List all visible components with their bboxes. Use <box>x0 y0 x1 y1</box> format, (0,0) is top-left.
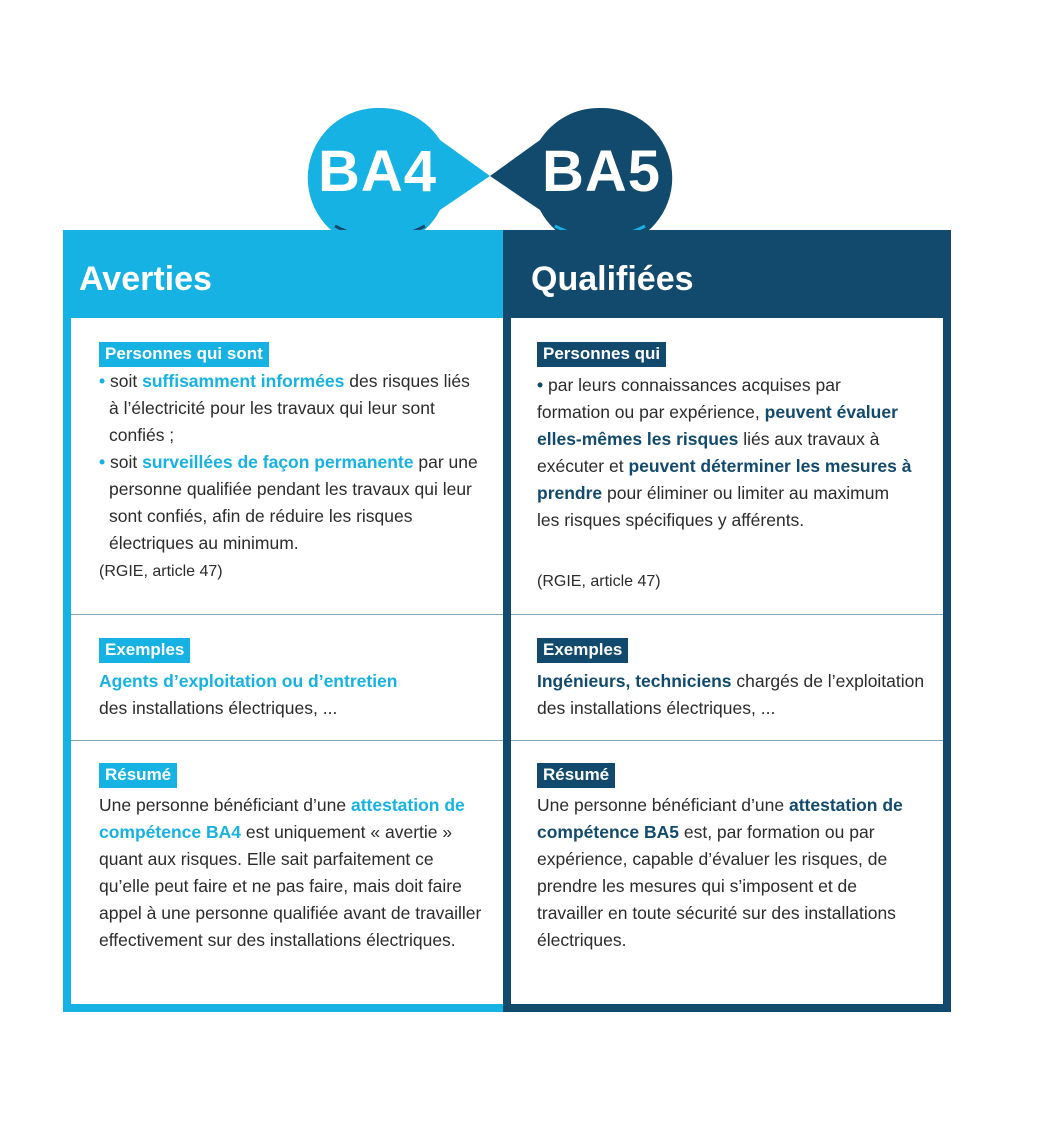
qualifiees-summary-section <box>511 741 943 1004</box>
panel-averties-title: Averties <box>79 260 212 298</box>
qualifiees-definition-post: pour éliminer ou limiter au maximum les risques spécifiques y afférents. <box>537 483 890 530</box>
averties-bullet-1-post: des risques liés à l’électricité pour les travaux qui leur sont confiés ; <box>109 371 470 445</box>
averties-definition-text <box>99 368 479 557</box>
averties-examples-section <box>71 615 505 740</box>
panel-averties-header <box>63 230 505 318</box>
averties-examples-rest: des installations électriques, ... <box>99 698 338 718</box>
qualifiees-examples-text <box>537 668 932 722</box>
qualifiees-summary-post: est, par formation ou par expérience, capable d’évaluer les risques, de prendre les mesures qui s’imposent et de travailler en toute sécurité sur des installations électriques. <box>537 822 896 950</box>
qualifiees-summary-highlight: attestation de compétence BA5 <box>537 795 903 842</box>
qualifiees-summary-text <box>537 792 907 954</box>
qualifiees-definition-highlight-2: peuvent déterminer les mesures à prendre <box>537 456 912 503</box>
bullet-icon: • <box>99 371 106 391</box>
qualifiees-examples-section <box>511 615 943 740</box>
qualifiees-reference: (RGIE, article 47) <box>537 573 661 590</box>
qualifiees-definition-highlight-1: peuvent évaluer elles-mêmes les risques <box>537 402 898 449</box>
qualifiees-definition-text <box>537 372 912 534</box>
averties-bullet-2-pre: soit <box>110 452 143 472</box>
averties-examples-tag: Exemples <box>99 638 190 663</box>
qualifiees-definition-pre: par leurs connaissances acquises par formation ou par expérience, <box>537 375 841 422</box>
ba4-label: BA4 <box>318 139 438 204</box>
qualifiees-definition-tag: Personnes qui <box>537 342 666 367</box>
averties-summary-tag: Résumé <box>99 763 177 788</box>
bullet-icon: • <box>99 452 106 472</box>
panel-qualifiees-body <box>511 318 943 1004</box>
averties-bullet-1 <box>99 368 479 449</box>
qualifiees-examples-highlight: Ingénieurs, techniciens <box>537 671 732 691</box>
averties-summary-text <box>99 792 484 954</box>
averties-summary-highlight: attestation de compétence BA4 <box>99 795 465 842</box>
averties-reference: (RGIE, article 47) <box>99 563 223 580</box>
averties-summary-section <box>71 741 505 1004</box>
qualifiees-summary-pre: Une personne bénéficiant d’une <box>537 795 789 815</box>
qualifiees-examples-tag: Exemples <box>537 638 628 663</box>
bullet-icon: • <box>537 375 544 395</box>
averties-definition-tag: Personnes qui sont <box>99 342 269 367</box>
averties-examples-text <box>99 668 489 722</box>
averties-bullet-1-pre: soit <box>110 371 143 391</box>
qualifiees-definition-mid: liés aux travaux à exécuter et <box>537 429 880 476</box>
panel-averties-body <box>71 318 505 1004</box>
averties-bullet-2 <box>99 449 479 557</box>
averties-summary-post: est uniquement « avertie » quant aux risques. Elle sait parfaitement ce qu’elle peut faire et ne pas faire, mais doit faire appel à une personne qualifiée avant de travailler effectivement sur des installations électriques. <box>99 822 482 950</box>
panel-qualifiees-title: Qualifiées <box>531 260 694 298</box>
panel-qualifiees <box>503 230 951 1012</box>
averties-definition-section <box>71 318 505 614</box>
qualifiees-summary-tag: Résumé <box>537 763 615 788</box>
ba5-label: BA5 <box>542 139 662 204</box>
averties-bullet-1-highlight: suffisamment informées <box>142 371 345 391</box>
qualifiees-examples-rest: chargés de l’exploitation des installations électriques, ... <box>537 671 925 718</box>
averties-bullet-2-post: par une personne qualifiée pendant les travaux qui leur sont confiés, afin de réduire les risques électriques au minimum. <box>109 452 478 553</box>
averties-summary-pre: Une personne bénéficiant d’une <box>99 795 351 815</box>
averties-bullet-2-highlight: surveillées de façon permanente <box>142 452 414 472</box>
qualifiees-definition-section <box>511 318 943 614</box>
panel-qualifiees-header <box>503 230 951 318</box>
panel-averties <box>63 230 505 1012</box>
averties-examples-highlight: Agents d’exploitation ou d’entretien <box>99 671 398 691</box>
